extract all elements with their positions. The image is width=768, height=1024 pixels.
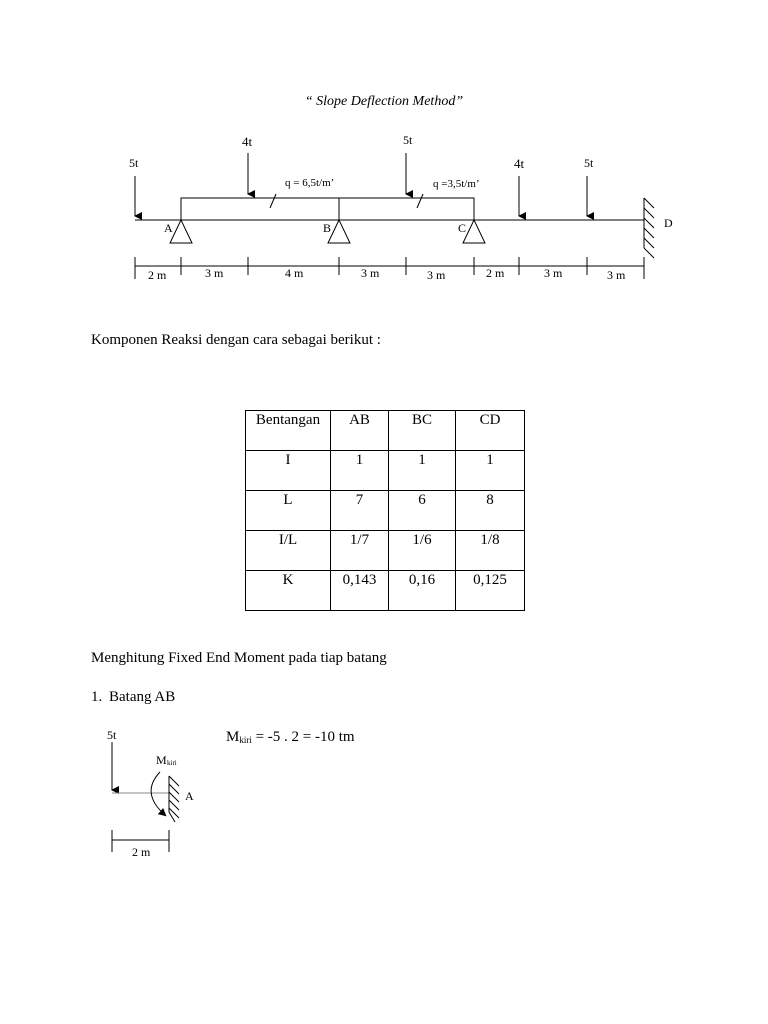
- support-a: [170, 220, 192, 243]
- table-header-cell: Bentangan: [246, 411, 331, 451]
- dim-7: 3 m: [544, 266, 563, 280]
- table-cell: 1/6: [389, 531, 456, 571]
- table-cell: 7: [331, 491, 389, 531]
- label-p-ab: 4t: [242, 134, 253, 149]
- table-header-cell: BC: [389, 411, 456, 451]
- equation: [226, 729, 355, 746]
- label-p-bc: 5t: [403, 133, 413, 147]
- table-cell: 6: [389, 491, 456, 531]
- table-cell: 1: [331, 451, 389, 491]
- table-cell: 1: [389, 451, 456, 491]
- dim-2: 3 m: [205, 266, 224, 280]
- table-row: [246, 491, 525, 531]
- equation-sub: kiri: [239, 735, 252, 745]
- table-cell: 1/7: [331, 531, 389, 571]
- table-header-row: [246, 411, 525, 451]
- label-support-a: A: [164, 221, 173, 235]
- table-cell: 1: [456, 451, 525, 491]
- label-support-b: B: [323, 221, 332, 235]
- table-cell: I/L: [246, 531, 331, 571]
- table-row: [246, 451, 525, 491]
- label-p-cd1: 4t: [514, 156, 525, 171]
- dim-4: 3 m: [361, 266, 380, 280]
- item-1-label: Batang AB: [109, 689, 176, 705]
- table-header-cell: AB: [331, 411, 389, 451]
- properties-table: [245, 410, 525, 611]
- support-b: [328, 220, 350, 243]
- label-support-d: D: [664, 216, 673, 230]
- equation-rest: = -5 . 2 = -10 tm: [251, 729, 355, 745]
- cantilever-diagram: [0, 700, 220, 870]
- intro-text: Komponen Reaksi dengan cara sebagai berikut :: [91, 332, 381, 348]
- q-bc-marker: [417, 194, 423, 208]
- table-cell: 0,16: [389, 571, 456, 611]
- label-p-cd2: 5t: [584, 156, 594, 170]
- page-title: “ Slope Deflection Method”: [304, 94, 464, 109]
- label-support-small: A: [185, 789, 194, 803]
- table-cell: 0,143: [331, 571, 389, 611]
- beam-diagram: [0, 0, 768, 300]
- label-q-bc: q =3,5t/m’: [433, 178, 480, 190]
- label-load: 5t: [107, 728, 117, 742]
- item-1-number: 1.: [91, 689, 103, 705]
- dim-8: 3 m: [607, 268, 626, 282]
- table-cell: I: [246, 451, 331, 491]
- table-header-cell: CD: [456, 411, 525, 451]
- label-q-ab: q = 6,5t/m’: [285, 177, 335, 189]
- label-p-left: 5t: [129, 156, 139, 170]
- fem-heading: Menghitung Fixed End Moment pada tiap batang: [91, 650, 387, 666]
- table-cell: 8: [456, 491, 525, 531]
- equation-main: M: [226, 729, 240, 745]
- table-cell: L: [246, 491, 331, 531]
- dim-1: 2 m: [148, 268, 167, 282]
- table-cell: 0,125: [456, 571, 525, 611]
- label-support-c: C: [458, 221, 467, 235]
- table-row: [246, 571, 525, 611]
- table-row: [246, 531, 525, 571]
- dim-6: 2 m: [486, 266, 505, 280]
- dim-5: 3 m: [427, 268, 446, 282]
- table-cell: 1/8: [456, 531, 525, 571]
- label-moment-sub: kiri: [167, 759, 177, 767]
- label-moment-main: M: [156, 753, 167, 767]
- distributed-load-ab-block: [181, 198, 339, 220]
- label-dimension-small: 2 m: [132, 845, 151, 859]
- support-c: [463, 220, 485, 243]
- q-ab-marker: [270, 194, 276, 208]
- table-cell: K: [246, 571, 331, 611]
- distributed-load-bc-block: [339, 198, 474, 220]
- dim-3: 4 m: [285, 266, 304, 280]
